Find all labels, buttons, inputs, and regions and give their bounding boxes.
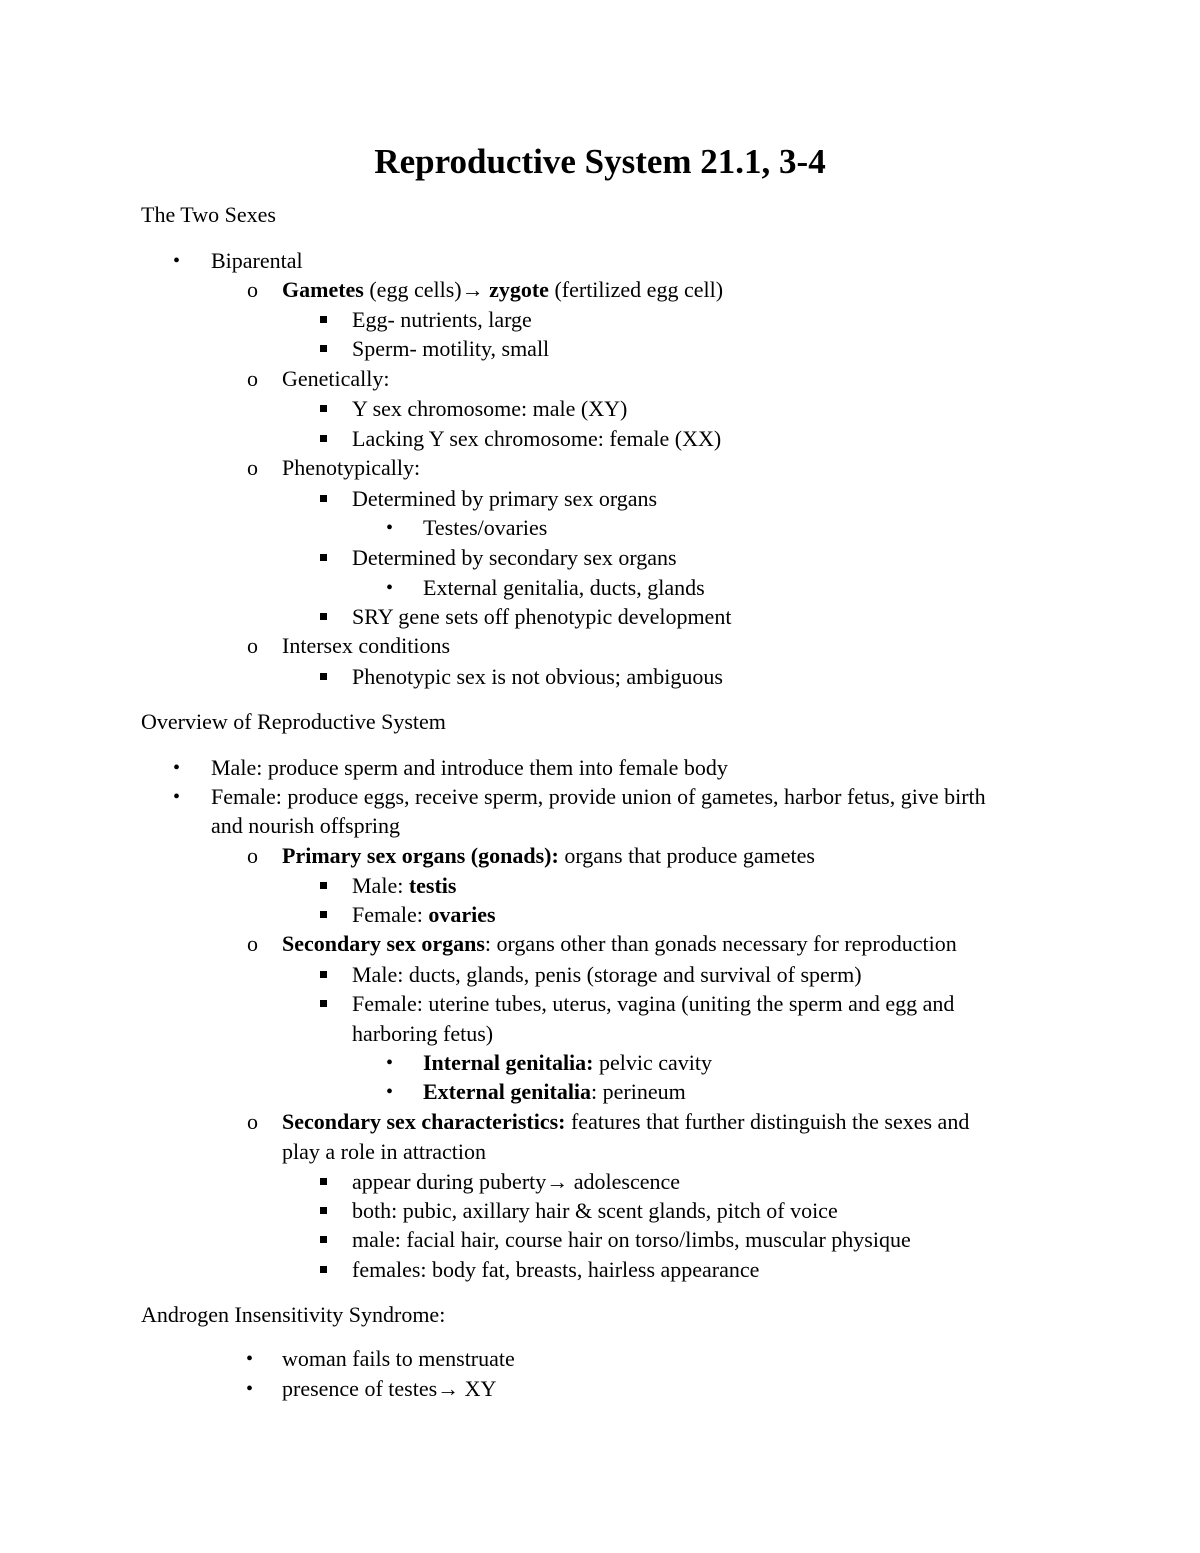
- square-bullet-icon: [320, 1207, 327, 1214]
- circle-bullet-icon: o: [247, 277, 258, 302]
- square-bullet-icon: [320, 435, 327, 442]
- section-heading-androgen: Androgen Insensitivity Syndrome:: [141, 1302, 446, 1327]
- bullet-icon: •: [246, 1378, 254, 1400]
- list-item-male-testis: Male: testis: [352, 873, 457, 898]
- list-item-sry: SRY gene sets off phenotypic development: [352, 604, 732, 629]
- list-item-testes-xy: presence of testes→ XY: [282, 1376, 497, 1401]
- list-item-testes: Testes/ovaries: [423, 515, 548, 540]
- list-item-intersex: Intersex conditions: [282, 633, 451, 658]
- term-ovaries: ovaries: [428, 902, 496, 927]
- square-bullet-icon: [320, 613, 327, 620]
- list-item-primary-gonads: Primary sex organs (gonads): organs that produce gametes: [282, 843, 815, 868]
- list-item-female-tubes-cont: harboring fetus): [352, 1021, 494, 1046]
- term-testis: testis: [408, 873, 457, 898]
- term-internal-genitalia: Internal genitalia:: [423, 1050, 594, 1075]
- square-bullet-icon: [320, 1236, 327, 1243]
- list-item-male-ducts: Male: ducts, glands, penis (storage and survival of sperm): [352, 962, 862, 987]
- list-item-characteristics-cont: play a role in attraction: [282, 1139, 487, 1164]
- list-item-secondary-organs: Determined by secondary sex organs: [352, 545, 677, 570]
- list-item-egg: Egg- nutrients, large: [352, 307, 532, 332]
- list-item-external-genitalia: External genitalia: perineum: [423, 1079, 686, 1104]
- bullet-icon: •: [386, 577, 394, 599]
- circle-bullet-icon: o: [247, 633, 258, 658]
- list-item-y-male: Y sex chromosome: male (XY): [352, 396, 628, 421]
- list-item-primary-organs: Determined by primary sex organs: [352, 486, 658, 511]
- circle-bullet-icon: o: [247, 455, 258, 480]
- term-primary-sex-organs: Primary sex organs (gonads):: [282, 843, 559, 868]
- square-bullet-icon: [320, 554, 327, 561]
- square-bullet-icon: [320, 1000, 327, 1007]
- circle-bullet-icon: o: [247, 1109, 258, 1134]
- arrow-icon: →: [437, 1376, 460, 1401]
- term-external-genitalia: External genitalia: [423, 1079, 592, 1104]
- term-zygote: zygote: [483, 277, 549, 302]
- bullet-icon: •: [173, 786, 181, 808]
- list-item-secondary-organs: Secondary sex organs: organs other than gonads necessary for reproduction: [282, 931, 957, 956]
- square-bullet-icon: [320, 316, 327, 323]
- list-item-genetically: Genetically:: [282, 366, 390, 391]
- section-heading-overview: Overview of Reproductive System: [141, 709, 446, 734]
- square-bullet-icon: [320, 345, 327, 352]
- list-item-biparental: Biparental: [211, 248, 303, 273]
- list-item-females: females: body fat, breasts, hairless appearance: [352, 1257, 760, 1282]
- square-bullet-icon: [320, 911, 327, 918]
- arrow-icon: →: [546, 1169, 569, 1194]
- square-bullet-icon: [320, 1178, 327, 1185]
- list-item-phenotypic-sex: Phenotypic sex is not obvious; ambiguous: [352, 664, 723, 689]
- bullet-icon: •: [386, 1052, 394, 1074]
- bullet-icon: •: [173, 757, 181, 779]
- list-item-internal-genitalia: Internal genitalia: pelvic cavity: [423, 1050, 713, 1075]
- list-item-female-function-cont: and nourish offspring: [211, 813, 401, 838]
- list-item-female-ovaries: Female: ovaries: [352, 902, 496, 927]
- circle-bullet-icon: o: [247, 366, 258, 391]
- bullet-icon: •: [246, 1348, 254, 1370]
- circle-bullet-icon: o: [247, 931, 258, 956]
- page-title: Reproductive System 21.1, 3-4: [374, 142, 826, 181]
- bullet-icon: •: [386, 517, 394, 539]
- square-bullet-icon: [320, 495, 327, 502]
- list-item-male-function: Male: produce sperm and introduce them into female body: [211, 755, 728, 780]
- square-bullet-icon: [320, 882, 327, 889]
- list-item-both: both: pubic, axillary hair & scent glands, pitch of voice: [352, 1198, 838, 1223]
- bullet-icon: •: [173, 250, 181, 272]
- square-bullet-icon: [320, 405, 327, 412]
- list-item-gametes: Gametes (egg cells)→ zygote (fertilized egg cell): [282, 277, 724, 302]
- list-item-puberty: appear during puberty→ adolescence: [352, 1169, 681, 1194]
- term-secondary-sex-organs: Secondary sex organs: [282, 931, 485, 956]
- square-bullet-icon: [320, 673, 327, 680]
- list-item-lacking-y: Lacking Y sex chromosome: female (XX): [352, 426, 722, 451]
- list-item-sperm: Sperm- motility, small: [352, 336, 550, 361]
- term-gametes: Gametes: [282, 277, 364, 302]
- list-item-male-hair: male: facial hair, course hair on torso/limbs, muscular physique: [352, 1227, 911, 1252]
- list-item-female-function: Female: produce eggs, receive sperm, provide union of gametes, harbor fetus, give birth: [211, 784, 986, 809]
- square-bullet-icon: [320, 971, 327, 978]
- bullet-icon: •: [386, 1081, 394, 1103]
- list-item-phenotypically: Phenotypically:: [282, 455, 421, 480]
- arrow-icon: →: [461, 277, 484, 302]
- circle-bullet-icon: o: [247, 843, 258, 868]
- list-item-menstruate: woman fails to menstruate: [282, 1346, 515, 1371]
- list-item-external: External genitalia, ducts, glands: [423, 575, 705, 600]
- square-bullet-icon: [320, 1266, 327, 1273]
- list-item-female-tubes: Female: uterine tubes, uterus, vagina (uniting the sperm and egg and: [352, 991, 955, 1016]
- term-secondary-sex-characteristics: Secondary sex characteristics:: [282, 1109, 566, 1134]
- section-heading-two-sexes: The Two Sexes: [141, 202, 276, 227]
- list-item-characteristics: Secondary sex characteristics: features that further distinguish the sexes and: [282, 1109, 970, 1134]
